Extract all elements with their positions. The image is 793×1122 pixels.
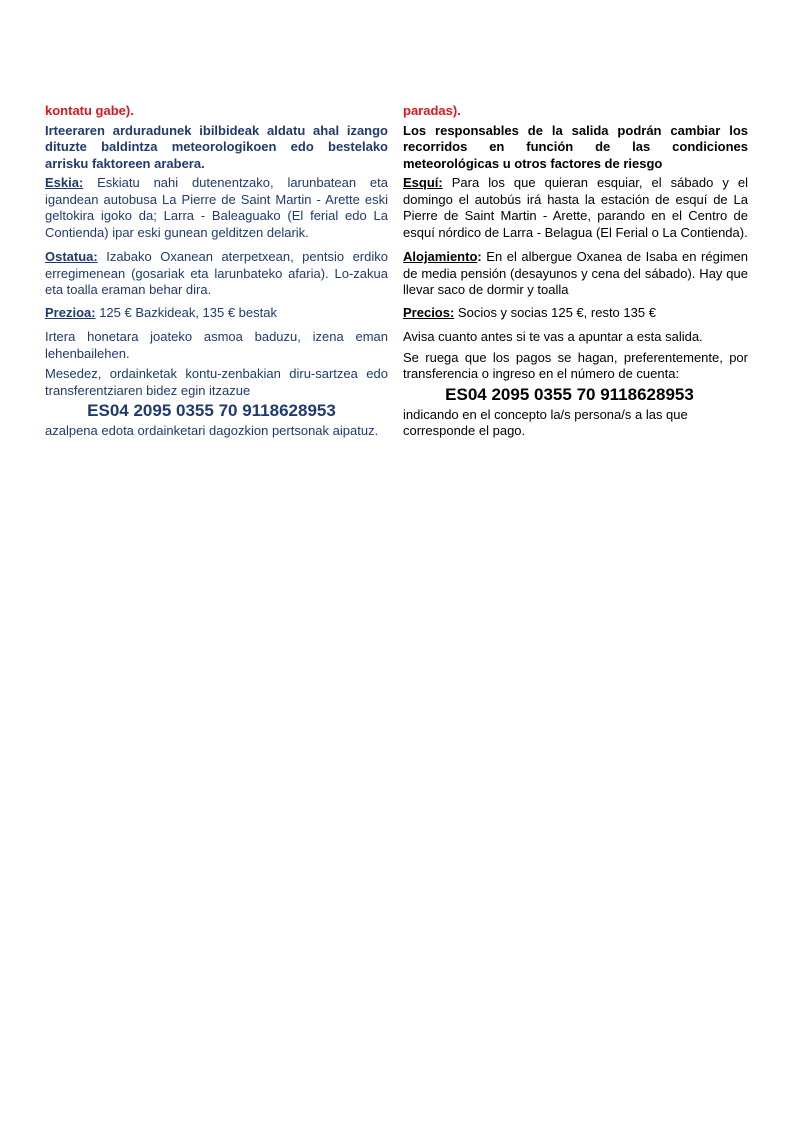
iban-number: ES04 2095 0355 70 9118628953 [445, 384, 694, 404]
price-label: Prezioa: [45, 304, 96, 320]
risk-warning: Irteeraren arduradunek ibilbideak aldatu ahal izango dituzte baldintza meteorologikoen edo bestelako arrisku faktoreen arabera. [45, 122, 388, 171]
lodging-label: Alojamiento [403, 249, 478, 264]
lodging-paragraph [403, 249, 748, 299]
basque-column [45, 103, 388, 440]
ski-text: Para los que quieran esquiar, el sábado y el domingo el autobús irá hasta la estación de esquí de La Pierre de Saint Martin - Arette, parando en el Centro de esquí nórdico de Larra - Belagua (El Ferial o La Contienda). [403, 175, 748, 240]
continuation-text: kontatu gabe). [45, 103, 134, 118]
signup-text: Irtera honetara joateko asmoa baduzu, izena eman lehenbailehen. [45, 329, 388, 361]
lodging-label: Ostatua: [45, 249, 98, 264]
lodging-text: Izabako Oxanean aterpetxean, pentsio erdiko erregimenean (gosariak eta larunbateko afaria). Lo-zakua eta toalla eraman behar dira. [45, 249, 388, 297]
concept-text: azalpena edota ordainketari dagozkion pertsonak aipatuz. [45, 423, 379, 438]
iban-number: ES04 2095 0355 70 9118628953 [87, 401, 336, 420]
price-paragraph [403, 305, 748, 322]
risk-warning: Los responsables de la salida podrán cambiar los recorridos en función de las condiciones meteorológicas u otros factores de riesgo [403, 122, 748, 171]
price-text: 125 € Bazkideak, 135 € bestak [95, 304, 277, 320]
continuation-text: paradas). [403, 103, 461, 118]
payment-text: Se ruega que los pagos se hagan, preferentemente, por transferencia o ingreso en el número de cuenta: [403, 349, 748, 381]
signup-text: Avisa cuanto antes si te vas a apuntar a esta salida. [403, 329, 703, 344]
ski-label: Eskia: [45, 175, 84, 190]
lodging-colon: : [477, 249, 482, 264]
ski-label: Esquí: [403, 175, 443, 190]
payment-text: Mesedez, ordainketak kontu-zenbakian diru-sartzea edo transferentziaren bidez egin itzazue [45, 366, 388, 398]
ski-paragraph [45, 175, 388, 241]
concept-text: indicando en el concepto la/s persona/s a las que corresponde el pago. [403, 406, 688, 438]
ski-paragraph [403, 175, 748, 241]
spanish-column [403, 103, 748, 440]
price-label: Precios: [403, 304, 455, 320]
lodging-text: En el albergue Oxanea de Isaba en régimen de media pensión (desayunos y cena del sábado). Hay que llevar saco de dormir y toalla [403, 249, 748, 297]
ski-text: Eskiatu nahi dutenentzako, larunbatean eta igandean autobusa La Pierre de Saint Martin - Arette eski geltokira igoko da; Larra - Baleaguako (El ferial edo La Contienda) ipar eski gunean gelditzen delarik. [45, 175, 388, 240]
price-paragraph [45, 305, 388, 322]
lodging-paragraph [45, 249, 388, 299]
price-text: Socios y socias 125 €, resto 135 € [454, 304, 656, 320]
